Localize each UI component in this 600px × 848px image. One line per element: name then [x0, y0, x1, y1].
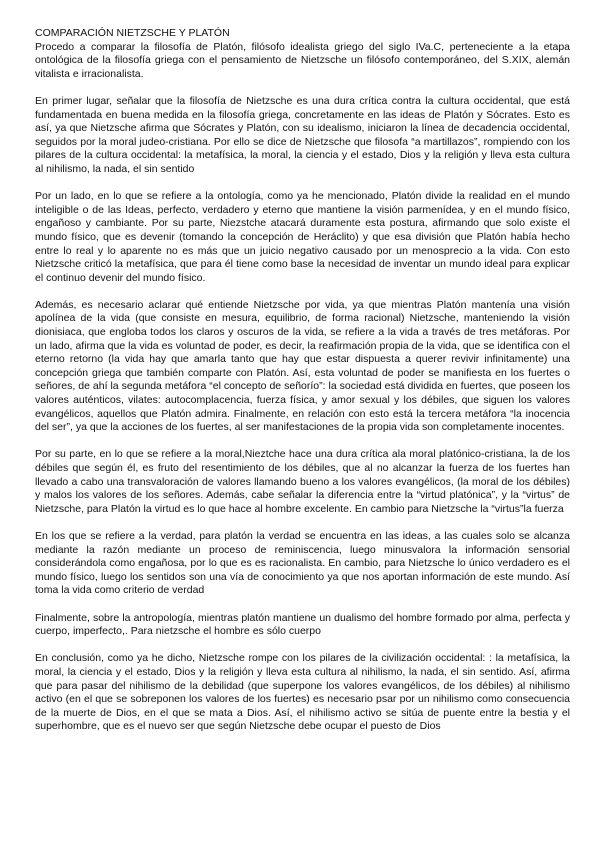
document-title: COMPARACIÓN NIETZSCHE Y PLATÓN — [35, 27, 230, 39]
paragraph-anthropology: Finalmente, sobre la antropología, mientras platón mantiene un dualismo del hombre formado por alma, perfecta y cuerpo, imperfecto,. Para nietzsche el hombre es sólo cuerpo — [35, 611, 570, 638]
paragraph-ontology: Por un lado, en lo que se refiere a la ontología, como ya he mencionado, Platón divide la realidad en el mundo inteligible o de las Ideas, perfecto, verdadero y eterno que mantiene la visión parmenídea, y en el mundo físico, engañoso y cambiante. Por su parte, Niezstche atacará duramente esta postura, afirmando que solo existe el mundo físico, que es devenir (tomando la concepción de Heráclito) y que esa división que Platón había hecho entre lo real y lo aparente no es más que un juicio negativo causado por un menosprecio a la vida. Con esto Nietzsche criticó la metafísica, que para él tiene como base la necesidad de inventar un mundo ideal para explicar el continuo devenir del mundo físico. — [35, 190, 570, 284]
paragraph-truth: En los que se refiere a la verdad, para platón la verdad se encuentra en las ideas, a las cuales solo se alcanza mediante la razón mediante un proceso de reminiscencia, luego minusvalora la información sensorial considerándola como engañosa, por lo que es es racionalista. En cambio, para Nietzsche lo único verdadero es el mundo físico, luego los sentidos son una vía de conocimiento ya que nos aportan información de este mundo. Así toma la vida como criterio de verdad — [35, 529, 570, 597]
paragraph-critique: En primer lugar, señalar que la filosofía de Nietzsche es una dura crítica contra la cultura occidental, que está fundamentada en buena medida en la filosofía griega, concretamente en las ideas de Platón y Sócrates. Esto es así, ya que Nietzsche afirma que Sócrates y Platón, con su idealismo, iniciaron la línea de decadencia occidental, seguidos por la moral judeo-cristiana. Por ello se dice de Nietzsche que filosofa “a martillazos”, rompiendo con los pilares de la cultura occidental: la metafísica, la moral, la ciencia y el estado, Dios y la religión y lleva esta cultura al nihilismo, la nada, el sin sentido — [35, 94, 570, 175]
paragraph-conclusion: En conclusión, como ya he dicho, Nietzsche rompe con los pilares de la civilización occidental: : la metafísica, la moral, la ciencia y el estado, Dios y la religión y lleva esta cultura al nihilismo, la nada, el sin sentido. Así, afirma que para pasar del nihilismo de la debilidad (que superpone los valores evangélicos, de los débiles) al nihilismo activo (en el que se sobreponen los valores de los fuertes) es necesario psar por un nihilismo como consecuencia de la muerte de Dios, en el que se mata a Dios. Así, el nihilismo activo se sitúa de puente entre la bestia y el superhombre, que es el nuevo ser que según Nietzsche debe ocupar el puesto de Dios — [35, 652, 570, 733]
paragraph-morality: Por su parte, en lo que se refiere a la moral,Nieztche hace una dura crítica ala moral platónico-cristiana, la de los débiles que según él, es fruto del resentimiento de los débiles, que al no alcanzar la fuerza de los fuertes han llevado a cabo una transvaloración de valores llamando bueno a los valores evangélicos, (la moral de los débiles) y malos los valores de los señores. Además, cabe señalar la diferencia entre la “virtud platónica”, y la “virtus” de Nietzsche, para Platón la virtud es lo que hace al hombre excelente. En cambio para Nietzsche la “virtus”la fuerza — [35, 448, 570, 515]
paragraph-life: Además, es necesario aclarar qué entiende Nietzsche por vida, ya que mientras Platón mantenía una visión apolínea de la vida (que consiste en mesura, equilibrio, de forma racional) Nietzsche, manteniendo la visión dionisiaca, que engloba todos los claros y oscuros de la vida, se refiere a la vida a través de tres metáforas. Por un lado, afirma que la vida es voluntad de poder, es decir, la reafirmación propia de la vida, que se identifica con el eterno retorno (la vida hay que amarla tanto que hay que estar dispuesta a querer revivir infinitamente) una concepción griega que también comparte con Platón. Así, esta voluntad de poder se manifiesta en los fuertes o señores, de ahí la segunda metáfora “el concepto de señorío”: la sociedad está dividida en fuertes, que poseen los valores auténticos, vilates: autocomplacencia, fuerza física, y amor sexual y los débiles, que siguen los valores evangélicos, aquellos que Platón admira. Finalmente, en relación con esto está la tercera metáfora “la inocencia del ser”, ya que la acciones de los fuertes, al ser manifestaciones de la propia vida son completamente inocentes. — [35, 298, 570, 434]
paragraph-intro: Procedo a comparar la filosofía de Platón, filósofo idealista griego del siglo IVa.C, perteneciente a la etapa ontológica de la filosofía griega con el pensamiento de Nietzsche un filósofo contemporáneo, del S.XIX, alemán vitalista e irracionalista. — [35, 40, 570, 80]
